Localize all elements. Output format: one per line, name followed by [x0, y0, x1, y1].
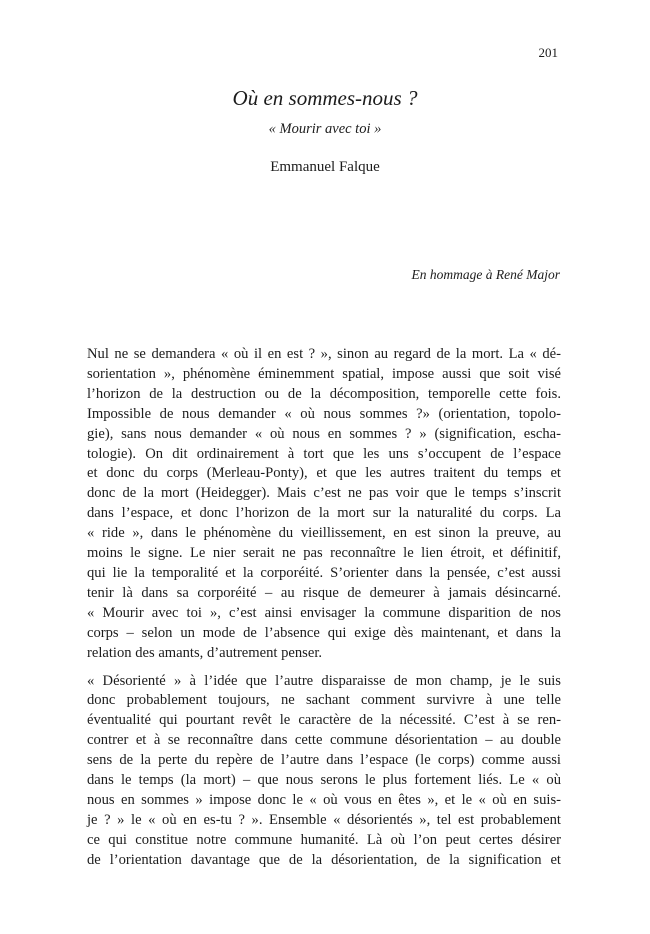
chapter-subtitle: « Mourir avec toi »: [268, 121, 382, 137]
text-line: corps – selon un mode de l’absence qui exige dès maintenant, et dans la: [87, 624, 561, 641]
text-line: « ride », dans le phénomène du vieillissement, en est sinon la preuve, au: [87, 525, 561, 542]
text-line: et donc du corps (Merleau-Ponty), et que les autres traitent du temps et: [87, 465, 561, 482]
text-line: qui lie la temporalité et la corporéité. S’orienter dans la pensée, c’est aussi: [87, 564, 561, 581]
paragraph: [87, 345, 561, 664]
text-line: ce qui constitue notre commune humanité. Là où l’on peut certes désirer: [87, 831, 561, 848]
text-line: tenir là dans sa corporéité – au risque de demeurer à jamais désincarné.: [87, 584, 561, 601]
page-number: 201: [538, 45, 558, 60]
text-line: sorientation », phénomène éminemment spatial, impose aussi que soit visé: [87, 365, 561, 382]
text-line: éventualité qui pourtant revêt le caractère de la nécessité. C’est à se ren-: [87, 712, 561, 729]
text-line: l’horizon de la destruction ou de la décomposition, temporelle cette fois.: [87, 385, 561, 402]
text-line: donc probablement toujours, ne sachant comment survivre à une telle: [87, 692, 561, 709]
text-line: dans le temps (la mort) – que nous serons le plus fortement liés. Le « où: [87, 772, 561, 789]
text-line: contrer et à se reconnaître dans cette commune désorientation – au double: [87, 732, 561, 749]
text-line: moins le signe. Le nier serait ne pas reconnaître le lien étroit, et définitif,: [87, 545, 561, 562]
text-line: dans l’espace, et donc l’horizon de la mort sur la naturalité du corps. La: [87, 505, 561, 522]
text-line: de l’orientation davantage que de la désorientation, de la signification et: [87, 851, 561, 868]
text-line: donc de la mort (Heidegger). Mais c’est ne pas voir que le temps s’inscrit: [87, 485, 561, 502]
text-line: relation des amants, d’autrement penser.: [87, 644, 323, 661]
body-text: [87, 345, 561, 871]
dedication: En hommage à René Major: [411, 267, 560, 282]
text-line: « Désorienté » à l’idée que l’autre disparaisse de mon champ, je le suis: [87, 672, 561, 689]
paragraph-gap: [87, 664, 561, 672]
text-line: sens de la perte du repère de l’autre dans l’espace (le corps) comme aussi: [87, 752, 561, 769]
text-line: tologie). On dit ordinairement à tort que les uns s’occupent de l’espace: [87, 445, 561, 462]
text-line: je ? » le « où en es-tu ? ». Ensemble « désorientés », tel est probablement: [87, 811, 561, 828]
text-line: gie), sans nous demander « où nous en sommes ? » (signification, escha-: [87, 425, 561, 442]
text-line: « Mourir avec toi », c’est ainsi envisager la commune disparition de nos: [87, 604, 561, 621]
text-line: nous en sommes » impose donc le « où vous en êtes », et le « où en suis-: [87, 791, 561, 808]
paragraph: [87, 672, 561, 871]
text-line: Nul ne se demandera « où il en est ? », sinon au regard de la mort. La « dé-: [87, 346, 561, 362]
chapter-title: Où en sommes-nous ?: [232, 86, 418, 110]
text-line: Impossible de nous demander « où nous sommes ?» (orientation, topolo-: [87, 405, 561, 422]
author-name: Emmanuel Falque: [270, 159, 380, 175]
